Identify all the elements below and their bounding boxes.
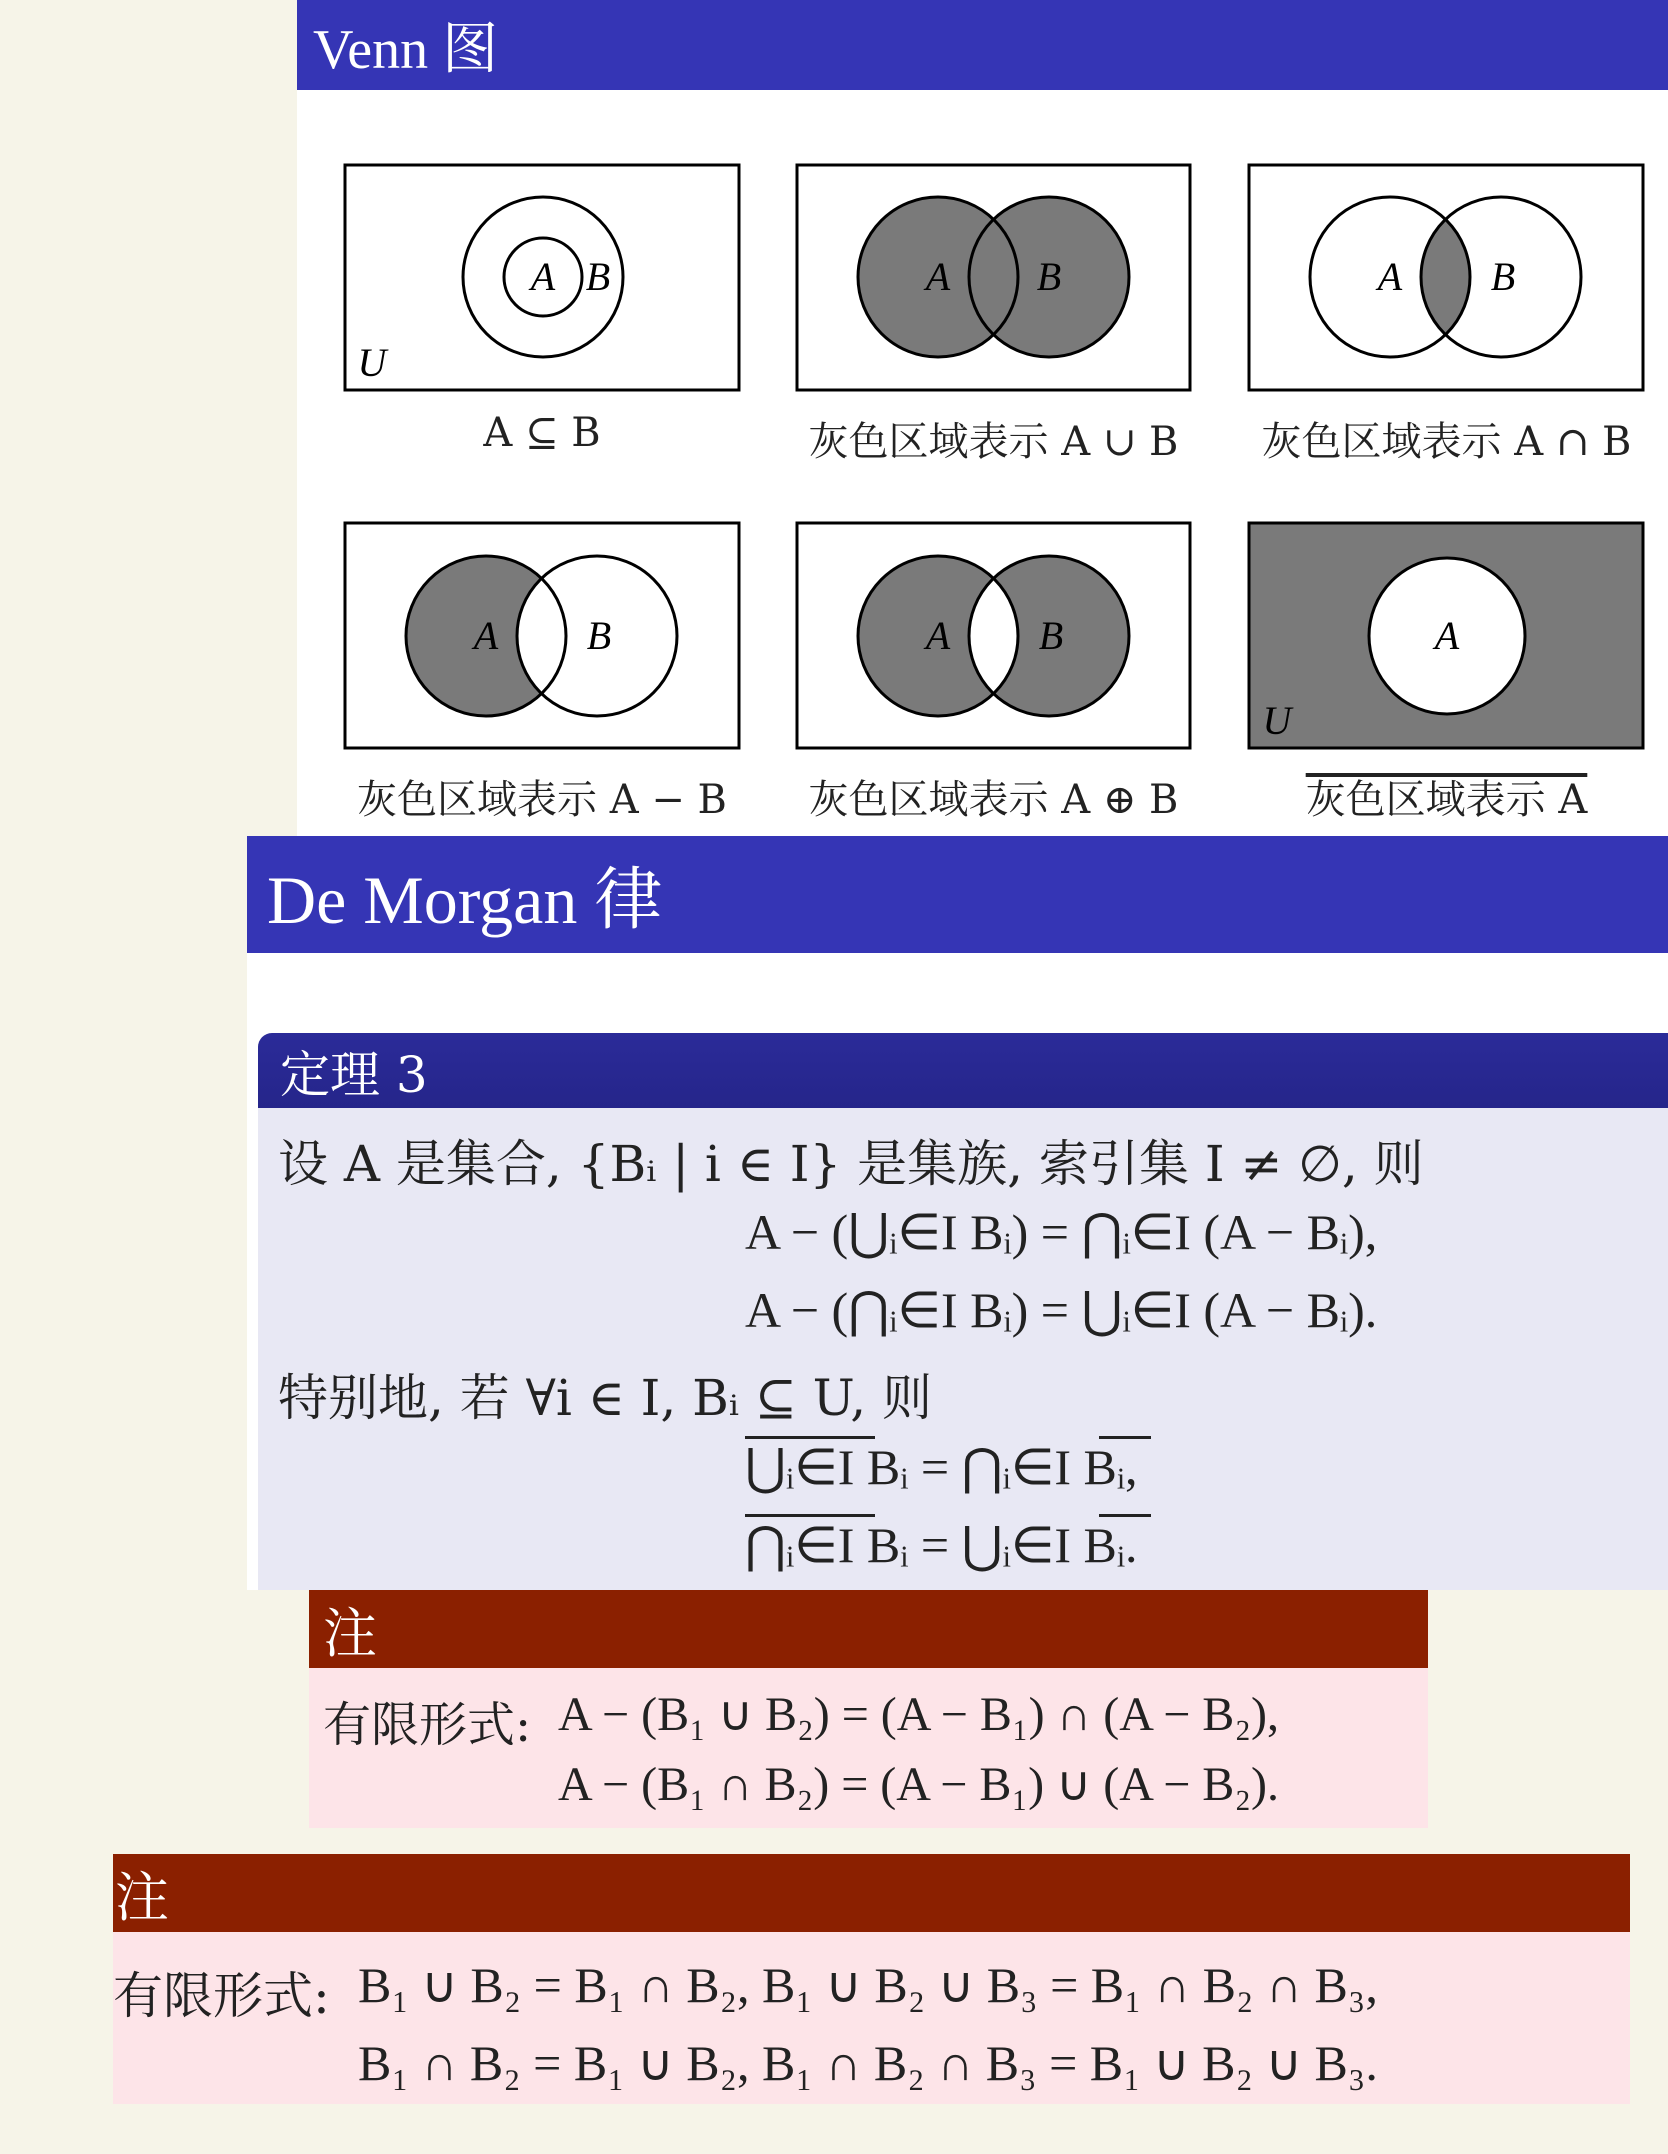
note1-eq1: A − (B₁ ∪ B₂) = (A − B₁) ∩ (A − B₂), [558,1688,1280,1741]
theorem-intro: 设 A 是集合, {Bᵢ | i ∈ I} 是集族, 索引集 I ≠ ∅, 则 [278,1135,1424,1193]
theorem-special: 特别地, 若 ∀i ∈ I, Bᵢ ⊆ U, 则 [278,1369,933,1427]
demorgan-banner [247,836,1668,953]
universe-label: U [357,340,387,385]
note1-title: 注 [323,1601,377,1665]
venn-subset-diagram [345,165,739,390]
venn-title: Venn 图 [313,19,499,81]
note1-eq2: A − (B₁ ∩ B₂) = (A − B₁) ∪ (A − B₂). [558,1758,1280,1811]
note2-header [113,1854,1630,1932]
set-b-label: B [1036,254,1062,299]
venn-symmetric-difference-diagram [797,523,1190,748]
venn-intersection-diagram [1249,165,1643,390]
set-a-label: A [530,254,556,299]
theorem-eq2: A − (⋂ᵢ∈I Bᵢ) = ⋃ᵢ∈I (A − Bᵢ). [745,1282,1378,1338]
note2-label: 有限形式: [113,1967,330,2025]
note2-eq2: B₁ ∩ B₂ = B₁ ∪ B₂, B₁ ∩ B₂ ∩ B₃ = B₁ ∪ B₂ ∪ B₃. [358,2035,1378,2091]
theorem-header [258,1033,1668,1108]
set-b-label: B [1490,254,1516,299]
set-a-label: A [925,254,951,299]
caption-intersection: 灰色区域表示 A ∩ B [1261,419,1632,465]
set-b-label: B [586,613,612,658]
venn-complement-diagram [1249,523,1643,748]
caption-union: 灰色区域表示 A ∪ B [808,419,1179,465]
theorem-eq4: ⋂ᵢ∈I Bᵢ = ⋃ᵢ∈I Bᵢ. [745,1517,1138,1573]
set-a-label: A [1434,613,1460,658]
set-b-label: B [1038,613,1064,658]
demorgan-title: De Morgan 律 [267,862,663,938]
set-a-label: A [473,613,499,658]
note1-header [309,1590,1428,1668]
overline-bar [1099,1514,1151,1517]
theorem-eq1: A − (⋃ᵢ∈I Bᵢ) = ⋂ᵢ∈I (A − Bᵢ), [745,1204,1378,1260]
theorem-eq3: ⋃ᵢ∈I Bᵢ = ⋂ᵢ∈I Bᵢ, [745,1439,1138,1495]
universe-label: U [1262,698,1292,743]
caption-subset: A ⊆ B [483,410,601,456]
set-b-label: B [585,254,611,299]
venn-difference-diagram [345,523,739,748]
venn-union-diagram [797,165,1190,390]
note2-title: 注 [115,1865,169,1929]
set-a-label: A [1377,254,1403,299]
theorem-title: 定理 3 [280,1045,428,1104]
caption-symmetric-difference: 灰色区域表示 A ⊕ B [808,777,1179,823]
overline-bar [745,1514,875,1517]
caption-complement [1225,768,1668,825]
overline-bar [1099,1436,1151,1439]
caption-difference: 灰色区域表示 A − B [357,777,727,823]
overline-bar [745,1436,875,1439]
note2-eq1: B₁ ∪ B₂ = B₁ ∩ B₂, B₁ ∪ B₂ ∪ B₃ = B₁ ∩ B₂ ∩ B₃, [358,1957,1378,2013]
caption-complement-text: 灰色区域表示 A [1305,777,1588,823]
note1-label: 有限形式: [323,1697,532,1753]
set-a-label: A [925,613,951,658]
